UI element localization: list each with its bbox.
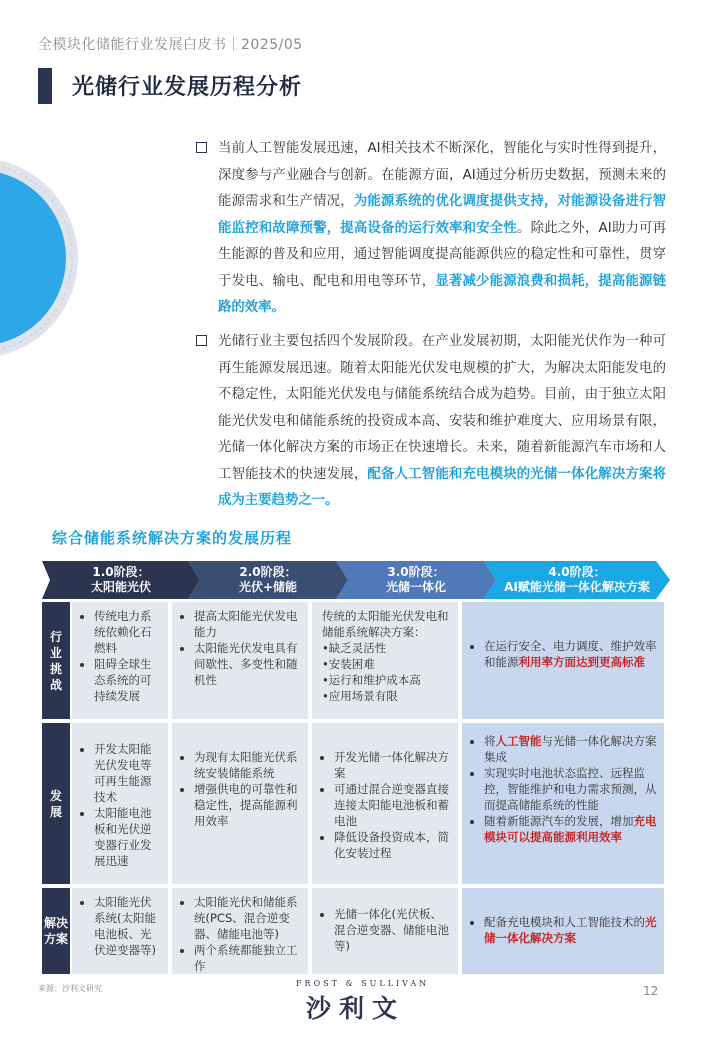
row-label-development bbox=[42, 723, 70, 884]
challenge-stage-4 bbox=[462, 602, 664, 719]
list-item: • 太阳能光伏系统(太阳能电池板、光伏逆变器等) bbox=[94, 894, 162, 958]
highlight-text: 为能源系统的优化调度提供支持，对能源设备进行智能监控和故障预警，提高设备的运行效率和安全性 bbox=[218, 194, 667, 236]
cell-text: 在运行安全、电力调度、维护效率和能源 bbox=[484, 639, 657, 669]
challenge-stage-1 bbox=[72, 602, 168, 719]
paragraph-development-stages bbox=[196, 329, 666, 515]
title-accent-bar bbox=[38, 68, 52, 104]
list-item: • 增强供电的可靠性和稳定性，提高能源利用效率 bbox=[194, 781, 302, 829]
solution-stage-2 bbox=[172, 888, 308, 974]
stage-2-line2: 光伏+储能 bbox=[238, 580, 298, 594]
stage-3-header bbox=[336, 561, 496, 599]
list-item: • 太阳能电池板和光伏逆变器行业发展迅速 bbox=[94, 805, 162, 869]
stage-1-line2: 太阳能光伏 bbox=[90, 580, 151, 594]
list-item: • 开发光储一体化解决方案 bbox=[334, 749, 452, 781]
challenge-stage-3 bbox=[312, 602, 458, 719]
highlight-red-text: 光储一体化解决方案 bbox=[484, 915, 657, 945]
row-label-solution bbox=[42, 888, 70, 974]
paragraph-text: 当前人工智能发展迅速，AI相关技术不断深化，智能化与实时性得到提升，深度参与产业融合与创新。在能源方面，AI通过分析历史数据，预测未来的能源需求和生产情况， bbox=[218, 141, 666, 209]
table-title: 综合储能系统解决方案的发展历程 bbox=[52, 529, 293, 547]
development-stage-3 bbox=[312, 723, 458, 884]
list-item: • 太阳能光伏和储能系统(PCS、混合逆变器、储能电池等) bbox=[194, 894, 302, 942]
list-item: •缺乏灵活性 bbox=[322, 641, 387, 655]
cell-text: 与光储一体化解决方案集成 bbox=[484, 734, 657, 764]
list-item: • 可通过混合逆变器直接连接太阳能电池板和蓄电池 bbox=[334, 781, 452, 829]
page-number: 12 bbox=[643, 984, 659, 998]
solution-stage-4 bbox=[462, 888, 664, 974]
stage-1-header bbox=[42, 561, 200, 599]
decorative-pie-graphic bbox=[0, 158, 78, 358]
checkbox-bullet-icon bbox=[196, 142, 207, 153]
solution-stage-3 bbox=[312, 888, 458, 974]
stage-2-header bbox=[188, 561, 348, 599]
list-item bbox=[484, 638, 658, 670]
stage-3-line2: 光储一体化 bbox=[385, 580, 446, 594]
page-title: 光储行业发展历程分析 bbox=[72, 75, 303, 100]
solution-stage-1 bbox=[72, 888, 168, 974]
cell-text: 将 bbox=[484, 734, 496, 748]
stage-2-line1: 2.0阶段： bbox=[239, 565, 297, 579]
list-item: • 传统电力系统依赖化石燃料 bbox=[94, 608, 162, 656]
list-item: • 实现实时电池状态监控、远程监控，智能维护和电力需求预测，从而提高储能系统的性能 bbox=[484, 765, 658, 813]
development-stage-1 bbox=[72, 723, 168, 884]
challenge-stage-2 bbox=[172, 602, 308, 719]
stage-4-line1: 4.0阶段： bbox=[548, 565, 606, 579]
row-label-text: 解决方案 bbox=[43, 916, 68, 946]
highlight-red-text: 利用率方面达到更高标准 bbox=[518, 655, 645, 669]
list-item: • 为现有太阳能光伏系统安装储能系统 bbox=[194, 749, 302, 781]
list-item: • 两个系统都能独立工作 bbox=[194, 942, 302, 974]
list-item: • 光储一体化(光伏板、混合逆变器、储能电池等) bbox=[334, 906, 452, 954]
cell-text: 随着新能源汽车的发展，增加 bbox=[484, 814, 634, 828]
stage-4-line2: AI赋能光储一体化解决方案 bbox=[504, 580, 650, 594]
cell-intro: 传统的太阳能光伏发电和储能系统解决方案： bbox=[322, 609, 449, 639]
document-header: 全模块化储能行业发展白皮书｜2025/05 bbox=[38, 37, 303, 53]
highlight-red-text: 人工智能 bbox=[495, 734, 542, 748]
list-item: • 太阳能光伏发电具有间歇性、多变性和随机性 bbox=[194, 640, 302, 688]
stage-4-header bbox=[484, 561, 670, 599]
highlight-red-text: 充电模块可以提高能源利用效率 bbox=[484, 814, 657, 844]
stage-1-line1: 1.0阶段： bbox=[92, 565, 150, 579]
stage-3-line1: 3.0阶段： bbox=[387, 565, 445, 579]
list-item bbox=[484, 733, 658, 765]
list-item: • 提高太阳能光伏发电能力 bbox=[194, 608, 302, 640]
row-label-text: 行业挑战 bbox=[49, 629, 62, 692]
stage-header-row bbox=[42, 561, 670, 599]
list-item: •安装困难 bbox=[322, 657, 375, 671]
development-stage-2 bbox=[172, 723, 308, 884]
list-item: • 降低设备投资成本，简化安装过程 bbox=[334, 829, 452, 861]
logo-english: FROST & SULLIVAN bbox=[296, 979, 430, 988]
highlight-text: 显著减少能源浪费和损耗，提高能源链路的效率。 bbox=[218, 273, 667, 315]
list-item: •运行和维护成本高 bbox=[322, 673, 421, 687]
source-note: 来源：沙利文研究 bbox=[38, 984, 102, 993]
list-item: •应用场景有限 bbox=[322, 689, 398, 703]
list-item bbox=[484, 813, 658, 845]
paragraph-text: 光储行业主要包括四个发展阶段。在产业发展初期，太阳能光伏作为一种可再生能源发展迅速。随着太阳能光伏发电规模的扩大，为解决太阳能发电的不稳定性，太阳能光伏发电与储能系统结合成为趋势。目前，由于独立太阳能光伏发电和储能系统的投资成本高、安装和维护难度大、应用场景有限，光储一体化解决方案的市场正在快速增长。未来，随着新能源汽车市场和人工智能技术的快速发展， bbox=[218, 334, 666, 482]
list-item bbox=[484, 914, 658, 946]
paragraph-text: 。除此之外，AI助力可再生能源的普及和应用，通过智能调度提高能源供应的稳定性和可靠性，贯穿于发电、输电、配电和用电等环节， bbox=[218, 220, 667, 289]
list-item: • 开发太阳能光伏发电等可再生能源技术 bbox=[94, 741, 162, 805]
highlight-text: 配备人工智能和充电模块的光储一体化解决方案将成为主要趋势之一。 bbox=[218, 466, 667, 508]
cell-text: 配备充电模块和人工智能技术的 bbox=[484, 915, 645, 929]
list-item: • 阻碍全球生态系统的可持续发展 bbox=[94, 656, 162, 704]
logo-chinese: 沙利文 bbox=[306, 994, 406, 1023]
row-label-text: 发展 bbox=[49, 788, 62, 819]
row-label-challenge bbox=[42, 602, 70, 719]
checkbox-bullet-icon bbox=[196, 335, 207, 346]
paragraph-ai-energy bbox=[196, 136, 666, 322]
development-stage-4 bbox=[462, 723, 664, 884]
